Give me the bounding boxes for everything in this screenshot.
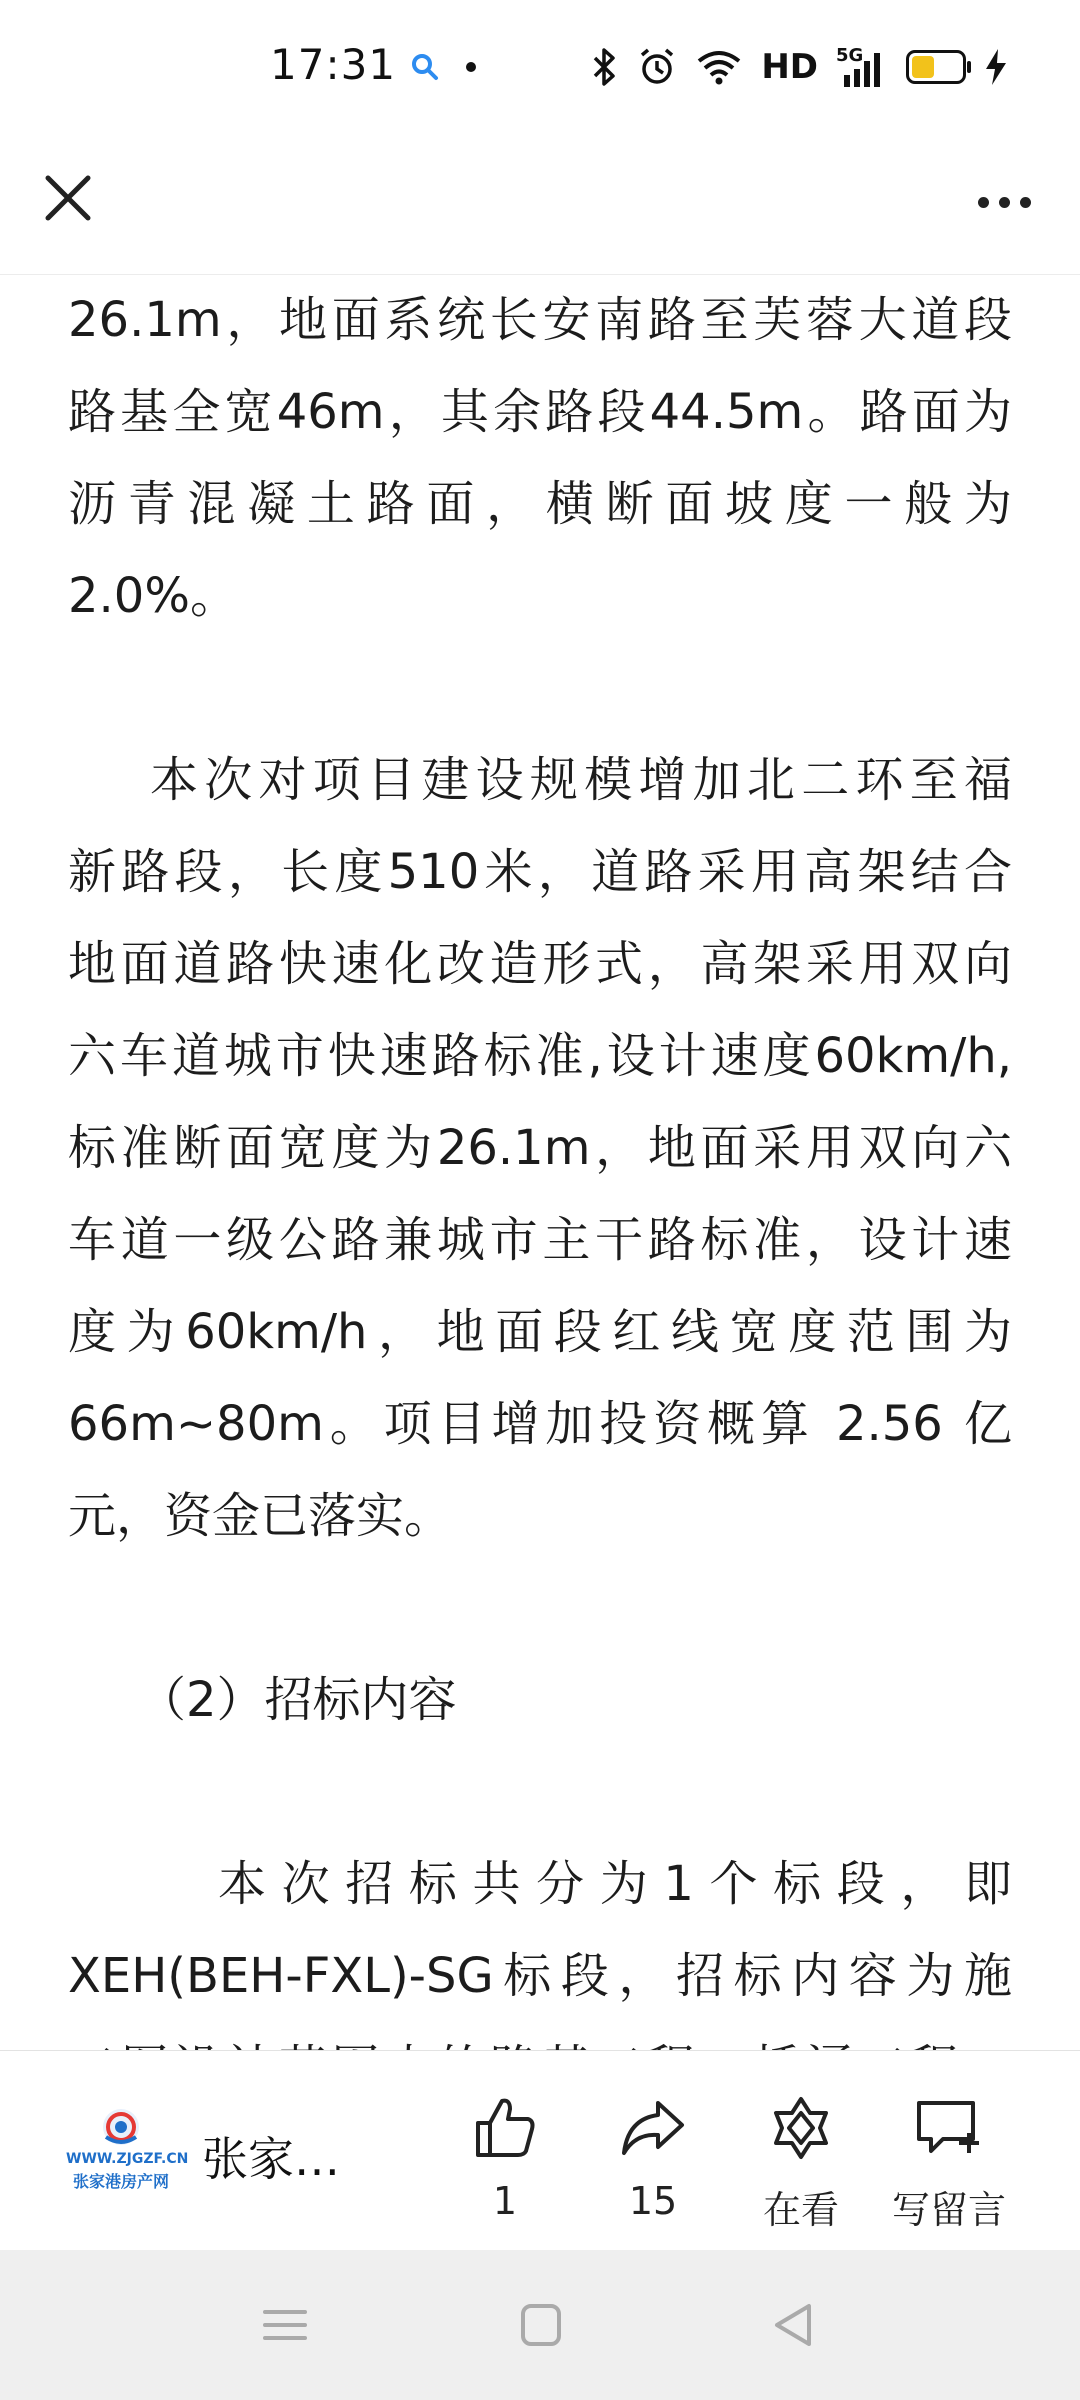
like-count: 1 <box>492 2179 518 2223</box>
comment-button[interactable] <box>889 2091 1009 2234</box>
battery-icon <box>906 50 966 84</box>
status-time: 17:31 <box>270 40 397 89</box>
more-dot <box>999 197 1010 208</box>
flower-icon <box>766 2093 836 2163</box>
share-button[interactable] <box>593 2091 713 2223</box>
watch-label: 在看 <box>762 2188 839 2232</box>
system-nav-bar <box>0 2250 1080 2400</box>
text-line: XEH(BEH-FXL)-SG标段，招标内容为施 <box>68 1948 1012 2004</box>
text-line: 路基全宽46m，其余路段44.5m。路面为 <box>68 384 1012 440</box>
more-dot <box>1020 197 1031 208</box>
text-line: 26.1m，地面系统长安南路至芙蓉大道段 <box>68 292 1012 348</box>
signal-label: 5G <box>836 45 864 66</box>
watch-button[interactable] <box>741 2091 861 2234</box>
share-icon <box>618 2093 688 2163</box>
back-icon[interactable] <box>765 2300 825 2350</box>
comment-add-icon <box>913 2093 985 2163</box>
text-line: 元，资金已落实。 <box>68 1488 453 1544</box>
share-count: 15 <box>628 2179 678 2223</box>
bluetooth-icon <box>589 47 619 87</box>
like-button[interactable] <box>445 2091 565 2223</box>
search-icon <box>410 52 440 82</box>
paragraph <box>68 274 1012 642</box>
section-heading: （2）招标内容 <box>138 1672 457 1728</box>
more-icon[interactable] <box>964 174 1044 230</box>
top-nav <box>0 134 1080 275</box>
text-line: 2.0%。 <box>68 568 238 624</box>
network-type-label: HD <box>761 47 818 87</box>
comment-label: 写留言 <box>891 2188 1006 2232</box>
text-line: 本次招标共分为1个标段，即 <box>218 1856 1012 1912</box>
status-bar <box>0 0 1080 134</box>
source-name[interactable]: 张家… <box>202 2132 340 2186</box>
article-body <box>68 274 1012 2050</box>
text-line: 新路段，长度510米，道路采用高架结合 <box>68 844 1012 900</box>
menu-icon[interactable] <box>255 2300 315 2350</box>
more-dot <box>978 197 989 208</box>
logo-text: WWW.ZJGZF.CN <box>66 2151 189 2167</box>
wifi-icon <box>695 47 743 87</box>
text-line: 度为60km/h，地面段红线宽度范围为 <box>68 1304 1012 1360</box>
text-line: 车道一级公路兼城市主干路标准，设计速 <box>68 1212 1012 1268</box>
signal-icon <box>836 45 888 89</box>
logo-subtext: 张家港房产网 <box>72 2172 169 2191</box>
source-logo[interactable] <box>66 2103 189 2203</box>
alarm-icon <box>637 47 677 87</box>
home-icon[interactable] <box>510 2300 570 2350</box>
charging-icon <box>984 47 1008 87</box>
text-line: 六车道城市快速路标准,设计速度60km/h, <box>68 1028 1012 1084</box>
text-line: 地面道路快速化改造形式，高架采用双向 <box>68 936 1012 992</box>
text-line: 本次对项目建设规模增加北二环至福 <box>150 752 1012 808</box>
text-line: 66m~80m。项目增加投资概算 2.56 亿 <box>68 1396 1012 1452</box>
paragraph <box>68 734 1012 1562</box>
close-icon[interactable] <box>36 166 100 230</box>
notification-dot-icon <box>466 62 476 72</box>
text-line: 标准断面宽度为26.1m，地面采用双向六 <box>68 1120 1012 1176</box>
text-line: 沥青混凝土路面，横断面坡度一般为 <box>68 476 1012 532</box>
status-icons <box>589 42 1008 92</box>
thumbs-up-icon <box>470 2093 540 2163</box>
action-bar <box>0 2050 1080 2251</box>
